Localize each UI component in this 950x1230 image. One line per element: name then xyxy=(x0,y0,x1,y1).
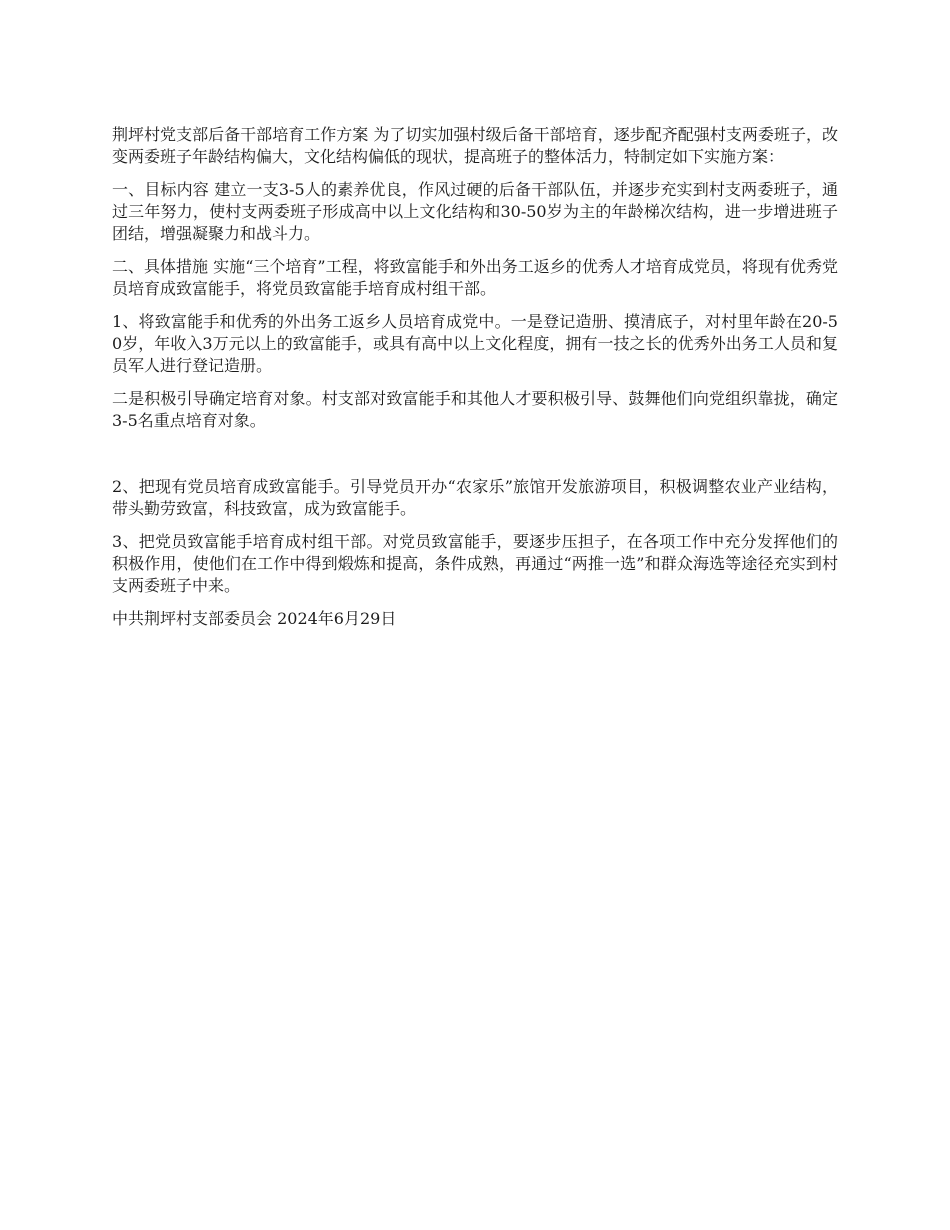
measure-2-paragraph: 2、把现有党员培育成致富能手。引导党员开办“农家乐”旅馆开发旅游项目，积极调整农业产业结构，带头勤劳致富，科技致富，成为致富能手。 xyxy=(112,477,838,518)
measure-1-paragraph: 1、将致富能手和优秀的外出务工返乡人员培育成党中。一是登记造册、摸清底子，对村里年龄在20-50岁，年收入3万元以上的致富能手，或具有高中以上文化程度，拥有一技之长的优秀外出务工人员和复员军人进行登记造册。 xyxy=(112,312,838,375)
document-body xyxy=(112,124,838,641)
measure-1-part-2-paragraph: 二是积极引导确定培育对象。村支部对致富能手和其他人才要积极引导、鼓舞他们向党组织靠拢，确定3-5名重点培育对象。 xyxy=(112,389,838,430)
blank-line xyxy=(112,443,838,476)
measure-3-paragraph: 3、把党员致富能手培育成村组干部。对党员致富能手，要逐步压担子，在各项工作中充分发挥他们的积极作用，使他们在工作中得到煅炼和提高，条件成熟，再通过“两推一选”和群众海选等途径充实到村支两委班子中来。 xyxy=(112,532,838,595)
signature-paragraph: 中共荆坪村支部委员会 2024年6月29日 xyxy=(112,609,397,628)
measures-paragraph: 二、具体措施 实施“三个培育”工程，将致富能手和外出务工返乡的优秀人才培育成党员，将现有优秀党员培育成致富能手，将党员致富能手培育成村组干部。 xyxy=(112,257,838,298)
goal-paragraph: 一、目标内容 建立一支3-5人的素养优良，作风过硬的后备干部队伍，并逐步充实到村支两委班子，通过三年努力，使村支两委班子形成高中以上文化结构和30-50岁为主的年龄梯次结构，进一步增进班子团结，增强凝聚力和战斗力。 xyxy=(112,180,838,243)
intro-paragraph: 荆坪村党支部后备干部培育工作方案 为了切实加强村级后备干部培育，逐步配齐配强村支两委班子，改变两委班子年龄结构偏大，文化结构偏低的现状，提高班子的整体活力，特制定如下实施方案： xyxy=(112,125,838,166)
